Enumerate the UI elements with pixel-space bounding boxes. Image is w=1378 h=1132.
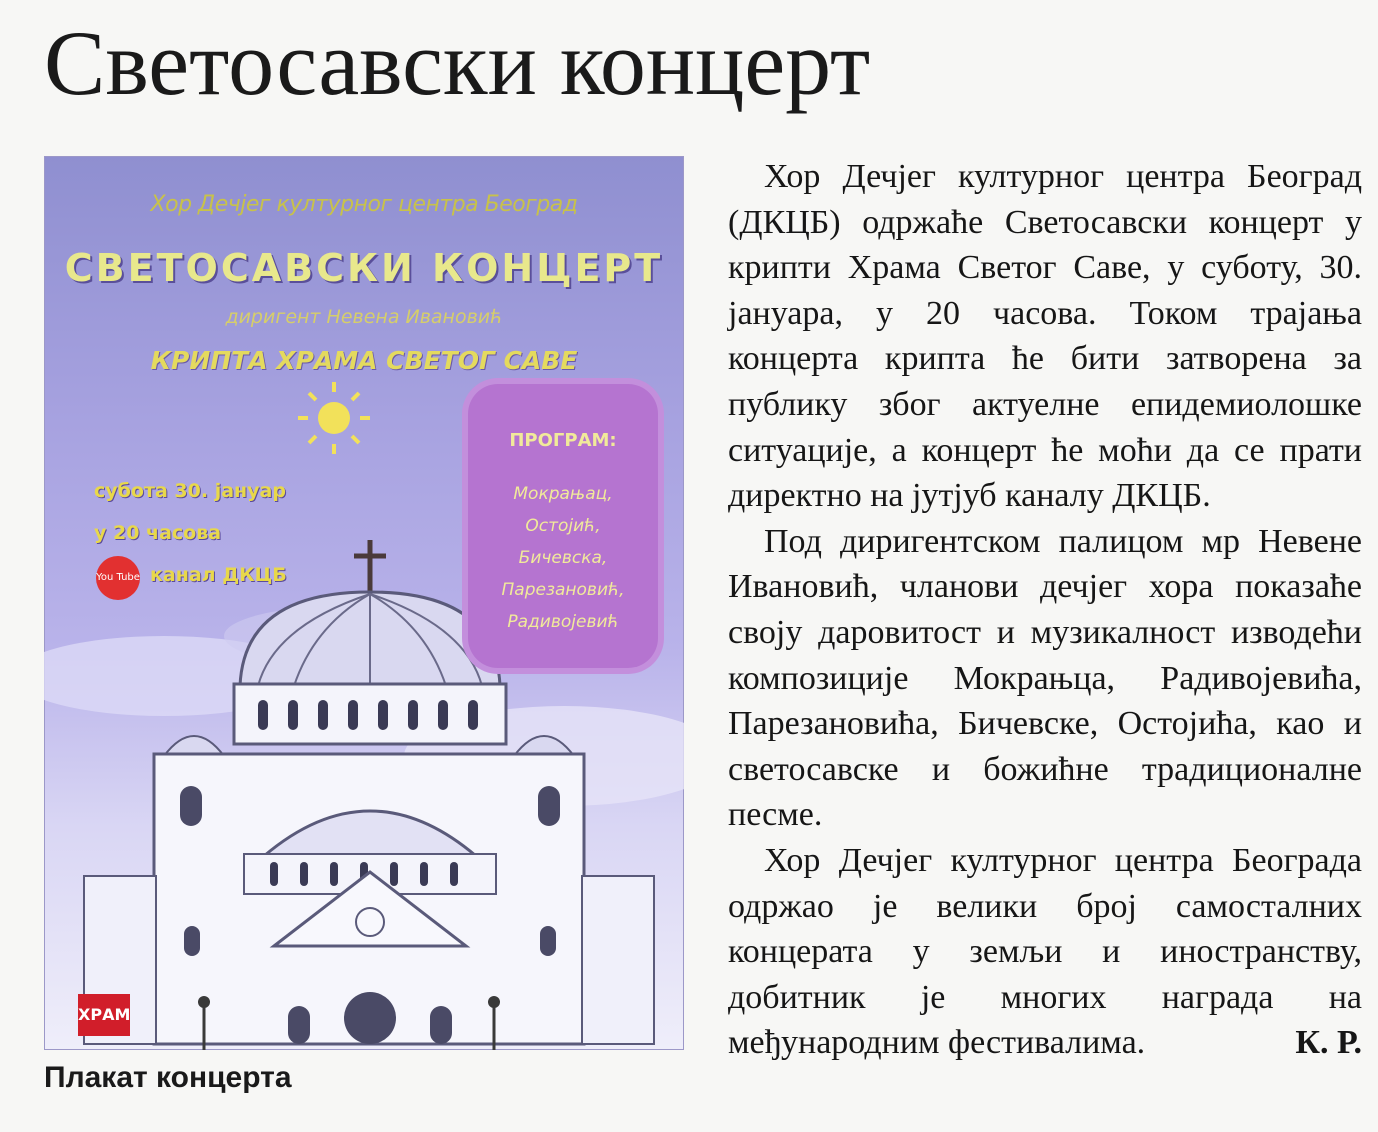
youtube-icon: You Tube [96,556,140,600]
article-body [728,154,1362,1066]
poster-channel: канал ДКЦБ [150,564,287,586]
author-signature: К. Р. [1295,1024,1362,1062]
article-paragraph: Хор Дечјег културног центра Београд (ДКЦБ) одржаће Светосавски концерт у крипти Храма Светог Саве, у суботу, 30. јануара, у 20 часова. Током трајања концерта крипта ће бити затворена за публику због актуелне епидемиолошке ситуације, а концерт ће моћи да се прати директно на јутјуб каналу ДКЦБ. [728,158,1362,515]
article-paragraph-text: Хор Дечјег културног центра Београда одржао је велики број самосталних концерата у земљи и иностранству, добитник је многих награда на међународним фестивалима. [728,841,1362,1062]
article-paragraph: Под диригентском палицом мр Невене Ивановић, чланови дечјег хора показаће своју даровитост и музикалност изводећи композиције Мокрањца, Радивојевића, Парезановића, Бичевске, Остојића, као и светосавске и божићне традиционалне песме. [728,522,1362,834]
poster-time: у 20 часова [94,522,222,544]
article-paragraph [728,838,1362,1066]
concert-poster-image [44,156,684,1050]
poster-choir-name: Хор Дечјег културног центра Београд [150,192,578,217]
hram-logo: ХРАМ [78,994,130,1036]
poster-conductor: диригент Невена Ивановић [225,306,503,328]
image-caption: Плакат концерта [44,1061,292,1094]
program-item: Парезановић, [501,580,625,600]
poster-date: субота 30. јануар [94,480,286,502]
program-title: ПРОГРАМ: [509,430,617,451]
program-item: Бичевска, [518,548,608,568]
poster-venue: КРИПТА ХРАМА СВЕТОГ САВЕ [150,346,578,375]
poster-title: СВЕТОСАВСКИ КОНЦЕРТ [64,246,664,290]
program-item: Остојић, [525,516,601,536]
program-item: Радивојевић [507,612,619,632]
headline: Светосавски концерт [44,12,871,114]
program-item: Мокрањац, [513,484,613,504]
